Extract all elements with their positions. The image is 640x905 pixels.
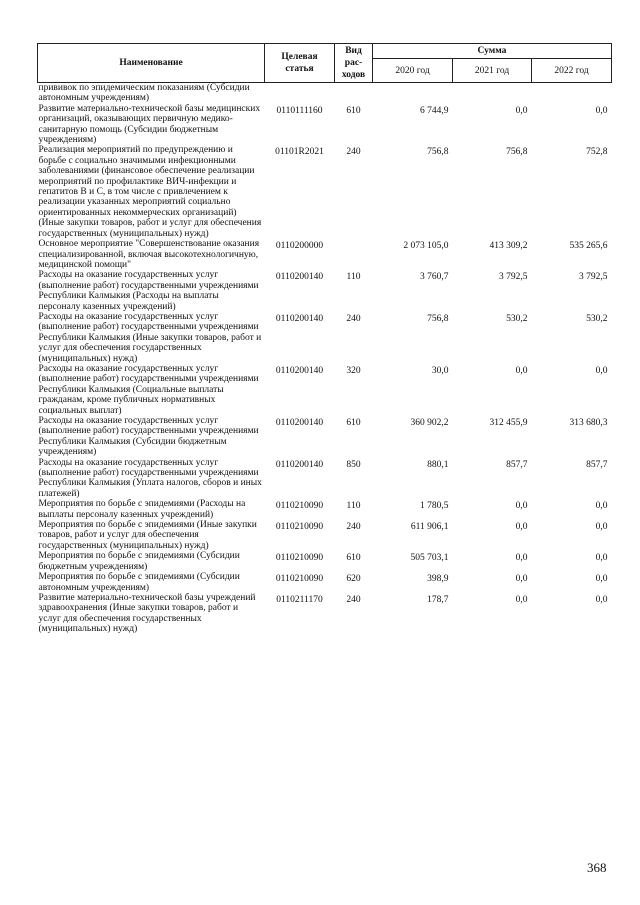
- table-row: [38, 593, 612, 635]
- row-target-code: 0110200140: [275, 272, 324, 283]
- row-target-code: 0110200000: [275, 241, 324, 252]
- row-expense-type: 610: [346, 553, 361, 564]
- row-sum-2021: 857,7: [506, 459, 528, 470]
- row-target-code: 0110200140: [275, 459, 324, 470]
- row-name: Основное мероприятие "Совершенствование оказания специализированной, включая высокотехнологичную, медицинской помощи": [38, 239, 260, 270]
- row-sum-2022: 0,0: [595, 501, 608, 512]
- table-row: [38, 83, 612, 104]
- row-target-code: 01101R2021: [275, 147, 324, 158]
- row-expense-type: 610: [346, 418, 361, 428]
- table-row: [38, 145, 612, 239]
- row-name: Развитие материально-технической базы учреждений здравоохранения (Иные закупки товаров, работ и услуг для обеспечения государственных (муниципальных) нужд): [38, 592, 256, 635]
- row-expense-type: 620: [346, 574, 361, 585]
- row-target-code: 0110210090: [275, 574, 324, 585]
- header-year-2021: 2021 год: [453, 59, 532, 83]
- row-sum-2022: 530,2: [586, 313, 608, 324]
- row-name: прививок по эпидемическим показаниям (Субсидии автономным учреждениям): [38, 83, 250, 104]
- header-sum: Сумма: [373, 44, 612, 59]
- header-code: Целевая статья: [265, 44, 335, 83]
- row-sum-2020: 398,9: [427, 574, 449, 585]
- row-sum-2020: 3 760,7: [420, 272, 449, 283]
- row-target-code: 0110210090: [275, 522, 324, 533]
- row-sum-2022: 0,0: [595, 365, 608, 376]
- row-sum-2022: 3 792,5: [579, 272, 608, 283]
- table-row: [38, 520, 612, 551]
- row-expense-type: 110: [346, 272, 361, 283]
- header-year-2022: 2022 год: [532, 59, 612, 83]
- row-name: Реализация мероприятий по предупреждению и борьбе с социально значимыми инфекционными заболеваниями (финансовое обеспечение реализации мероприятий по профилактике ВИЧ-инфекции и гепатитов В и С, в том числе с привлечением к реализации указанных мероприятий социально ориентированных некоммерческих организаций) (Иные закупки товаров, работ и услуг для обеспечения государственных (муниципальных) нужд): [38, 145, 262, 239]
- row-sum-2022: 752,8: [586, 147, 608, 158]
- row-sum-2021: 0,0: [515, 501, 528, 512]
- row-sum-2021: 312 455,9: [489, 418, 528, 428]
- row-name: Мероприятия по борьбе с эпидемиями (Субсидии автономным учреждениям): [38, 572, 240, 593]
- table-row: [38, 104, 612, 146]
- row-expense-type: 240: [346, 147, 361, 158]
- row-sum-2022: 0,0: [595, 522, 608, 533]
- row-sum-2021: 0,0: [515, 594, 528, 605]
- row-sum-2022: 0,0: [595, 105, 608, 116]
- row-sum-2020: 756,8: [427, 313, 449, 324]
- row-sum-2021: 0,0: [515, 365, 528, 376]
- table-row: [38, 499, 612, 520]
- row-name: Расходы на оказание государственных услуг (выполнение работ) государственными учреждениями Республики Калмыкия (Расходы на выплаты персоналу казенных учреждений): [38, 270, 259, 312]
- row-sum-2020: 2 073 105,0: [403, 241, 449, 252]
- table-header: [38, 44, 612, 83]
- row-sum-2021: 0,0: [515, 553, 528, 564]
- table-row: [38, 551, 612, 572]
- row-name: Мероприятия по борьбе с эпидемиями (Расходы на выплаты персоналу казенных учреждений): [38, 499, 246, 520]
- row-sum-2022: [532, 83, 612, 104]
- row-expense-type: 240: [346, 313, 361, 324]
- row-sum-2021: 413 309,2: [489, 241, 528, 252]
- row-target-code: 0110211170: [276, 594, 323, 605]
- row-target-code: 0110200140: [275, 365, 324, 376]
- row-sum-2022: 535 265,6: [569, 241, 608, 252]
- row-name: Мероприятия по борьбе с эпидемиями (Субсидии бюджетным учреждениям): [38, 551, 240, 572]
- row-name: Расходы на оказание государственных услуг (выполнение работ) государственными учреждениями Республики Калмыкия (Социальные выплаты гражданам, кроме публичных нормативных социальных выплат): [38, 363, 259, 416]
- row-sum-2022: 0,0: [595, 574, 608, 585]
- row-sum-2021: 756,8: [506, 147, 528, 158]
- row-sum-2021: 3 792,5: [499, 272, 528, 283]
- table-row: [38, 416, 612, 458]
- header-name: Наименование: [38, 44, 265, 83]
- table-row: [38, 572, 612, 593]
- row-sum-2022: 313 680,3: [569, 418, 608, 428]
- row-sum-2021: 0,0: [515, 574, 528, 585]
- row-expense-type: 610: [346, 105, 361, 116]
- row-sum-2020: 6 744,9: [420, 105, 449, 116]
- table-row: [38, 364, 612, 416]
- row-target-code: 0110200140: [275, 418, 324, 428]
- table-row: [38, 239, 612, 270]
- row-name: Расходы на оказание государственных услуг (выполнение работ) государственными учреждениями Республики Калмыкия (Субсидии бюджетным учреждениям): [38, 416, 259, 458]
- row-sum-2021: 0,0: [515, 105, 528, 116]
- row-target-code: 0110210090: [275, 553, 324, 564]
- table-row: [38, 458, 612, 500]
- row-sum-2020: 505 703,1: [410, 553, 449, 564]
- row-expense-type: 240: [346, 594, 361, 605]
- row-target-code: 0110200140: [275, 313, 324, 324]
- row-sum-2020: 30,0: [431, 365, 449, 376]
- row-sum-2020: 1 780,5: [420, 501, 449, 512]
- row-sum-2020: [373, 83, 453, 104]
- header-type: Вид рас-ходов: [335, 44, 373, 83]
- row-target-code: 0110210090: [275, 501, 324, 512]
- row-sum-2020: 756,8: [427, 147, 449, 158]
- row-name: Развитие материально-технической базы медицинских организаций, оказывающих первичную медико-санитарную помощь (Субсидии бюджетным учреждениям): [38, 103, 261, 146]
- row-expense-type: 320: [346, 365, 361, 376]
- row-expense-type: 240: [346, 522, 361, 533]
- row-sum-2021: 530,2: [506, 313, 528, 324]
- table-row: [38, 270, 612, 312]
- table-body: [38, 83, 612, 635]
- row-sum-2020: 178,7: [427, 594, 449, 605]
- row-expense-type: 110: [346, 501, 361, 512]
- row-name: Расходы на оказание государственных услуг (выполнение работ) государственными учреждениями Республики Калмыкия (Иные закупки товаров, работ и услуг для обеспечения государственных (муниципальных) нужд): [38, 311, 262, 364]
- table-row: [38, 312, 612, 364]
- row-sum-2021: [453, 83, 532, 104]
- row-sum-2020: 880,1: [427, 459, 449, 470]
- row-sum-2022: 0,0: [595, 553, 608, 564]
- row-target-code: 0110111160: [276, 105, 323, 116]
- row-name: Расходы на оказание государственных услуг (выполнение работ) государственными учреждениями Республики Калмыкия (Уплата налогов, сборов и иных платежей): [38, 457, 262, 499]
- row-sum-2021: 0,0: [515, 522, 528, 533]
- row-expense-type: [335, 83, 373, 104]
- row-sum-2020: 360 902,2: [410, 418, 449, 428]
- row-expense-type: 850: [346, 459, 361, 470]
- row-sum-2022: 857,7: [586, 459, 608, 470]
- page-number: 368: [587, 860, 607, 875]
- row-sum-2022: 0,0: [595, 594, 608, 605]
- row-target-code: [265, 83, 335, 104]
- row-expense-type: [335, 239, 373, 270]
- budget-table: [37, 43, 612, 635]
- row-name: Мероприятия по борьбе с эпидемиями (Иные закупки товаров, работ и услуг для обеспечения государственных (муниципальных) нужд): [38, 520, 257, 551]
- header-year-2020: 2020 год: [373, 59, 453, 83]
- row-sum-2020: 611 906,1: [410, 522, 449, 533]
